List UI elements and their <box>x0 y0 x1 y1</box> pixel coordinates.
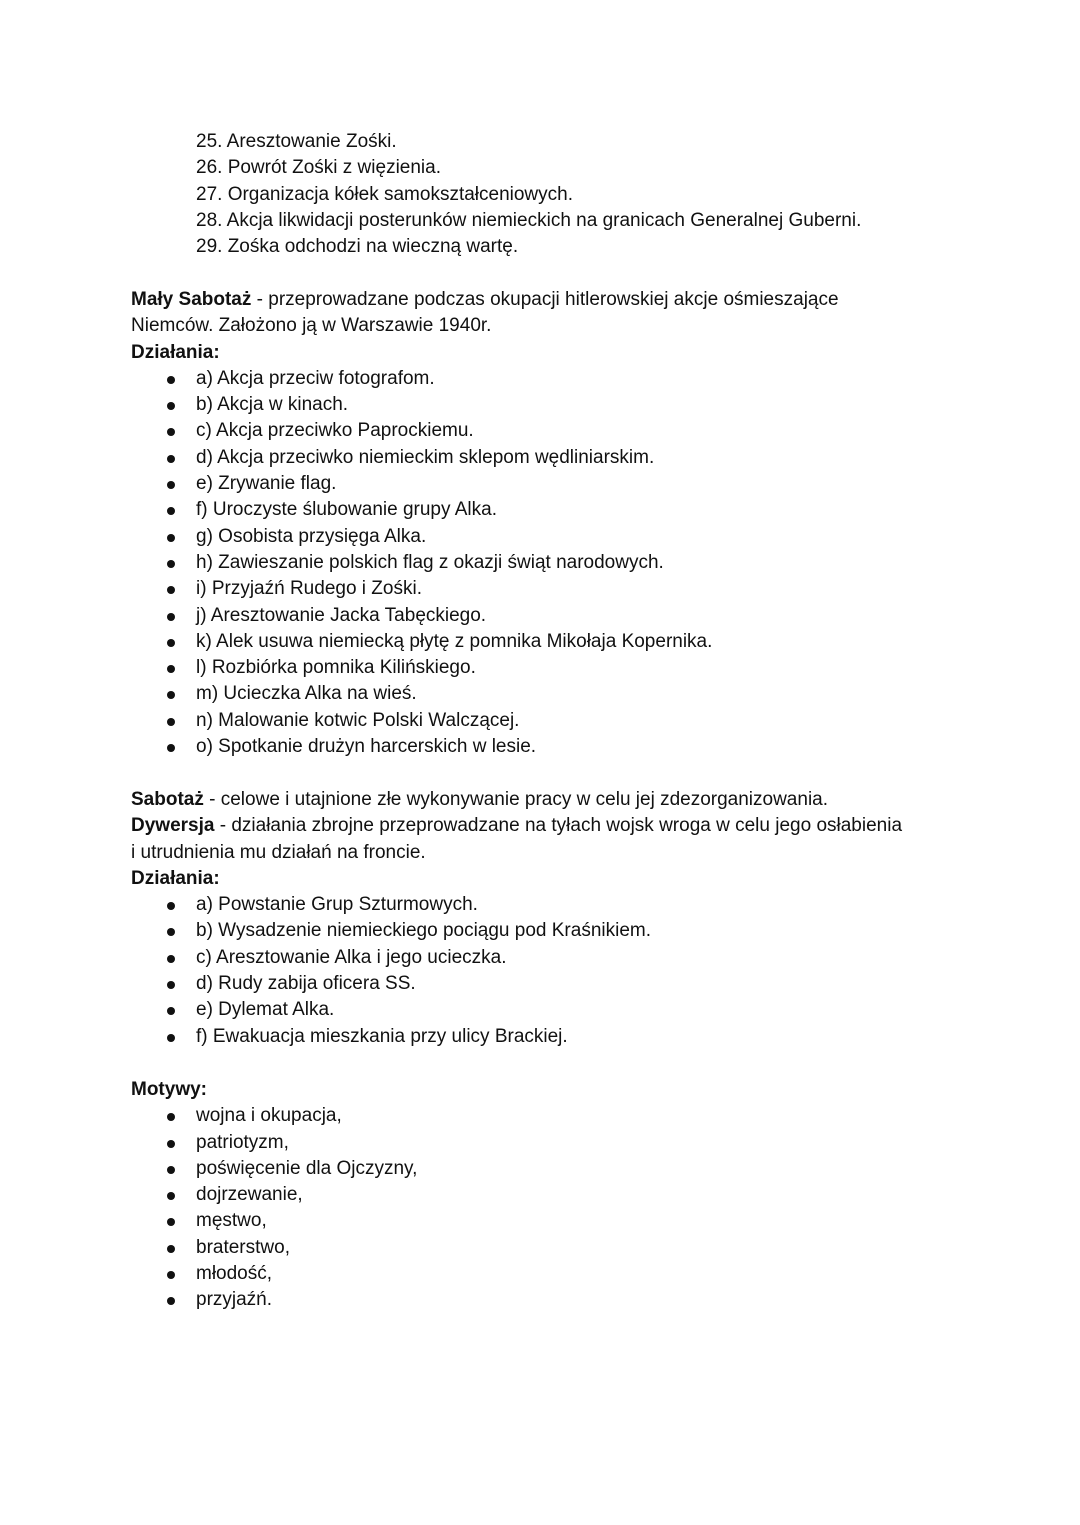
list-item: e) Dylemat Alka. <box>131 997 971 1023</box>
bullet-icon <box>167 955 175 963</box>
numbered-item: 29. Zośka odchodzi na wieczną wartę. <box>196 236 519 258</box>
list-item: f) Uroczyste ślubowanie grupy Alka. <box>131 497 971 523</box>
list-item: c) Akcja przeciwko Paprockiemu. <box>131 418 971 444</box>
list-item: przyjaźń. <box>131 1287 971 1313</box>
motywy-list <box>131 1103 971 1313</box>
bullet-icon <box>167 1113 175 1121</box>
dywersja-definition <box>131 813 971 839</box>
dywersja-term: Dywersja <box>131 815 215 837</box>
bullet-icon <box>167 586 175 594</box>
numbered-item: 26. Powrót Zośki z więzienia. <box>196 157 441 179</box>
bullet-icon <box>167 455 175 463</box>
dywersja-actions-heading: Działania: <box>131 867 220 889</box>
list-item: patriotyzm, <box>131 1130 971 1156</box>
bullet-icon <box>167 928 175 936</box>
maly-sabotaz-definition-continued: Niemców. Założono ją w Warszawie 1940r. <box>131 315 492 337</box>
numbered-item: 27. Organizacja kółek samokształceniowych. <box>196 183 574 205</box>
list-item: m) Ucieczka Alka na wieś. <box>131 681 971 707</box>
bullet-icon <box>167 1034 175 1042</box>
list-item: i) Przyjaźń Rudego i Zośki. <box>131 576 971 602</box>
bullet-icon <box>167 1271 175 1279</box>
bullet-icon <box>167 1297 175 1305</box>
dywersja-actions-list <box>131 892 971 1050</box>
bullet-icon <box>167 481 175 489</box>
list-item: c) Aresztowanie Alka i jego ucieczka. <box>131 945 971 971</box>
bullet-icon <box>167 1007 175 1015</box>
list-item: d) Rudy zabija oficera SS. <box>131 971 971 997</box>
list-item: męstwo, <box>131 1208 971 1234</box>
bullet-icon <box>167 376 175 384</box>
bullet-icon <box>167 902 175 910</box>
list-item: poświęcenie dla Ojczyzny, <box>131 1156 971 1182</box>
list-item: b) Akcja w kinach. <box>131 392 971 418</box>
bullet-icon <box>167 507 175 515</box>
maly-sabotaz-actions-heading: Działania: <box>131 341 220 363</box>
list-item: dojrzewanie, <box>131 1182 971 1208</box>
bullet-icon <box>167 981 175 989</box>
list-item: b) Wysadzenie niemieckiego pociągu pod Kraśnikiem. <box>131 918 971 944</box>
bullet-icon <box>167 691 175 699</box>
dywersja-definition-continued: i utrudnienia mu działań na froncie. <box>131 841 426 863</box>
bullet-icon <box>167 560 175 568</box>
list-item: o) Spotkanie drużyn harcerskich w lesie. <box>131 734 971 760</box>
bullet-icon <box>167 1245 175 1253</box>
list-item: e) Zrywanie flag. <box>131 471 971 497</box>
bullet-icon <box>167 1140 175 1148</box>
list-item: f) Ewakuacja mieszkania przy ulicy Brackiej. <box>131 1024 971 1050</box>
maly-sabotaz-definition-text: - przeprowadzane podczas okupacji hitlerowskiej akcje ośmieszające <box>251 289 839 310</box>
bullet-icon <box>167 718 175 726</box>
sabotaz-dywersja-section <box>131 787 971 1050</box>
motywy-section <box>131 1077 971 1314</box>
bullet-icon <box>167 1192 175 1200</box>
list-item: j) Aresztowanie Jacka Tabęckiego. <box>131 603 971 629</box>
bullet-icon <box>167 428 175 436</box>
dywersja-definition-text: - działania zbrojne przeprowadzane na tyłach wojsk wroga w celu jego osłabienia <box>214 815 903 837</box>
bullet-icon <box>167 534 175 542</box>
bullet-icon <box>167 744 175 752</box>
list-item: d) Akcja przeciwko niemieckim sklepom wędliniarskim. <box>131 445 971 471</box>
list-item: młodość, <box>131 1261 971 1287</box>
list-item: k) Alek usuwa niemiecką płytę z pomnika Mikołaja Kopernika. <box>131 629 971 655</box>
list-item: n) Malowanie kotwic Polski Walczącej. <box>131 708 971 734</box>
list-item: l) Rozbiórka pomnika Kilińskiego. <box>131 655 971 681</box>
numbered-item: 28. Akcja likwidacji posterunków niemieckich na granicach Generalnej Guberni. <box>196 209 862 231</box>
list-item: h) Zawieszanie polskich flag z okazji świąt narodowych. <box>131 550 971 576</box>
sabotaz-definition <box>131 787 971 813</box>
maly-sabotaz-definition <box>131 287 971 313</box>
sabotaz-definition-text: - celowe i utajnione złe wykonywanie pracy w celu jej zdezorganizowania. <box>203 789 829 810</box>
list-item: wojna i okupacja, <box>131 1103 971 1129</box>
bullet-icon <box>167 402 175 410</box>
bullet-icon <box>167 665 175 673</box>
maly-sabotaz-section <box>131 287 971 760</box>
list-item: a) Akcja przeciw fotografom. <box>131 366 971 392</box>
sabotaz-term: Sabotaż <box>131 789 204 810</box>
bullet-icon <box>167 1218 175 1226</box>
bullet-icon <box>167 613 175 621</box>
maly-sabotaz-term: Mały Sabotaż <box>131 289 252 310</box>
list-item: braterstwo, <box>131 1235 971 1261</box>
bullet-icon <box>167 1166 175 1174</box>
bullet-icon <box>167 639 175 647</box>
list-item: g) Osobista przysięga Alka. <box>131 524 971 550</box>
numbered-item: 25. Aresztowanie Zośki. <box>196 131 397 152</box>
numbered-list <box>196 129 996 260</box>
list-item: a) Powstanie Grup Szturmowych. <box>131 892 971 918</box>
motywy-heading: Motywy: <box>131 1079 207 1100</box>
maly-sabotaz-actions-list <box>131 366 971 760</box>
